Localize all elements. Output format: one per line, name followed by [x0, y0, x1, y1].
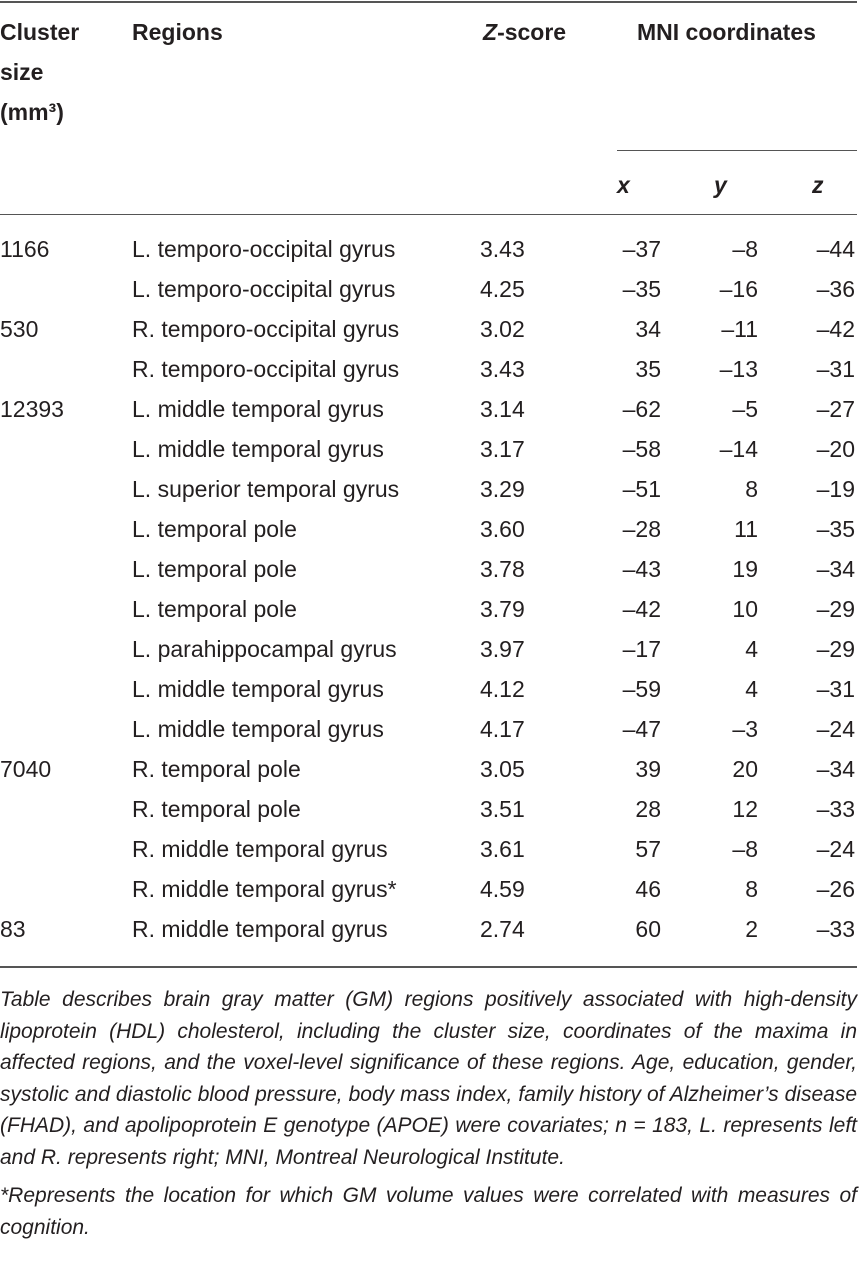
- cell-y: 2: [745, 916, 758, 942]
- cell-z: –19: [816, 476, 855, 502]
- cell-x: 35: [635, 356, 661, 382]
- cell-x: 34: [635, 316, 661, 342]
- table-footnote: Table describes brain gray matter (GM) regions positively associated with high-density lipoprotein (HDL) cholesterol, including the cluster size, coordinates of the maxima in affected regions, and the voxel-level significance of these regions. Age, education, gender, systolic and diastolic blood pressure, body mass index, family history of Alzheimer’s disease (FHAD), and apolipoprotein E genotype (APOE) were covariates; n = 183, L. represents left and R. represents right; MNI, Montreal Neurological Institute.: [0, 988, 857, 1169]
- cell-z: –24: [816, 716, 855, 742]
- cell-region: L. middle temporal gyrus: [132, 396, 384, 422]
- asterisk-footnote: *Represents the location for which GM volume values were correlated with measures of cognition.: [0, 1184, 857, 1239]
- cell-y: –8: [732, 836, 758, 862]
- header-mni-coordinates: MNI coordinates: [637, 19, 816, 45]
- cell-z-score: 4.12: [480, 676, 525, 702]
- cell-z: –34: [816, 556, 855, 582]
- cell-region: L. temporal pole: [132, 556, 297, 582]
- header-zscore: Z-score: [483, 19, 567, 45]
- cell-region: L. middle temporal gyrus: [132, 716, 384, 742]
- cell-region: L. superior temporal gyrus: [132, 476, 400, 502]
- cell-y: 8: [745, 476, 758, 502]
- header-cluster-size: Cluster size (mm³): [0, 19, 80, 125]
- header-x: x: [617, 172, 630, 198]
- cell-z: –42: [816, 316, 855, 342]
- cell-y: –5: [732, 396, 758, 422]
- cell-x: 60: [635, 916, 661, 942]
- cell-z: –29: [816, 636, 855, 662]
- cell-z: –29: [816, 596, 855, 622]
- cell-x: 39: [635, 756, 661, 782]
- cell-z-score: 3.51: [480, 796, 525, 822]
- cell-z: –44: [816, 236, 855, 262]
- cell-z-score: 3.43: [480, 356, 525, 382]
- cell-z: –31: [816, 676, 855, 702]
- cell-region: L. parahippocampal gyrus: [132, 636, 397, 662]
- cell-z-score: 4.59: [480, 876, 525, 902]
- cell-region: R. middle temporal gyrus: [132, 836, 388, 862]
- cell-region: R. temporal pole: [132, 756, 301, 782]
- cell-y: –13: [719, 356, 758, 382]
- cell-region: L. temporal pole: [132, 596, 297, 622]
- cell-z-score: 3.79: [480, 596, 525, 622]
- cell-region: R. middle temporal gyrus*: [132, 876, 397, 902]
- cell-z-score: 3.05: [480, 756, 525, 782]
- header-z: z: [812, 172, 824, 198]
- cell-region: R. temporo-occipital gyrus: [132, 356, 400, 382]
- cell-y: 19: [732, 556, 758, 582]
- cell-y: –14: [719, 436, 758, 462]
- cell-z-score: 4.25: [480, 276, 525, 302]
- header-rule: [0, 214, 857, 215]
- cell-z-score: 3.14: [480, 396, 525, 422]
- cell-x: –28: [622, 516, 661, 542]
- cell-y: –11: [721, 316, 758, 342]
- cell-x: –51: [622, 476, 661, 502]
- cell-cluster-size: 1166: [0, 236, 50, 262]
- mni-subheader-rule: [617, 150, 857, 151]
- cell-y: 8: [745, 876, 758, 902]
- cell-cluster-size: 83: [0, 916, 26, 942]
- cell-z: –35: [816, 516, 855, 542]
- cell-y: 11: [734, 516, 758, 542]
- cell-region: R. middle temporal gyrus: [132, 916, 388, 942]
- cell-z-score: 3.60: [480, 516, 525, 542]
- cell-z: –36: [816, 276, 855, 302]
- cell-y: –16: [719, 276, 758, 302]
- cell-cluster-size: 12393: [0, 396, 64, 422]
- cell-z-score: 2.74: [480, 916, 525, 942]
- cell-x: –37: [622, 236, 661, 262]
- cell-x: –42: [622, 596, 661, 622]
- cell-x: –17: [622, 636, 661, 662]
- cell-z: –24: [816, 836, 855, 862]
- cell-x: –35: [622, 276, 661, 302]
- cell-z-score: 3.61: [480, 836, 525, 862]
- cell-z-score: 3.97: [480, 636, 525, 662]
- cell-z-score: 4.17: [480, 716, 525, 742]
- cell-x: –62: [622, 396, 661, 422]
- cell-y: 10: [732, 596, 758, 622]
- cell-y: 20: [732, 756, 758, 782]
- cell-z: –34: [816, 756, 855, 782]
- cell-z: –33: [816, 916, 855, 942]
- cell-region: L. middle temporal gyrus: [132, 436, 384, 462]
- cell-z-score: 3.02: [480, 316, 525, 342]
- cell-z: –31: [816, 356, 855, 382]
- cell-region: L. temporal pole: [132, 516, 297, 542]
- bottom-rule: [0, 966, 857, 968]
- cell-x: 57: [635, 836, 661, 862]
- cell-z-score: 3.43: [480, 236, 525, 262]
- cell-region: L. temporo-occipital gyrus: [132, 276, 396, 302]
- cell-region: R. temporo-occipital gyrus: [132, 316, 400, 342]
- cell-z-score: 3.29: [480, 476, 525, 502]
- cell-z-score: 3.17: [480, 436, 525, 462]
- cell-z-score: 3.78: [480, 556, 525, 582]
- cell-y: –3: [732, 716, 758, 742]
- header-regions: Regions: [132, 19, 223, 45]
- cell-region: R. temporal pole: [132, 796, 301, 822]
- cell-z: –27: [816, 396, 855, 422]
- cell-y: –8: [732, 236, 758, 262]
- cell-region: L. middle temporal gyrus: [132, 676, 384, 702]
- top-rule: [0, 1, 857, 3]
- cell-x: –58: [622, 436, 661, 462]
- cell-y: 4: [745, 636, 758, 662]
- header-y: y: [714, 172, 727, 198]
- cell-x: 46: [635, 876, 661, 902]
- cell-y: 4: [745, 676, 758, 702]
- cell-z: –20: [816, 436, 855, 462]
- cell-x: 28: [635, 796, 661, 822]
- cell-region: L. temporo-occipital gyrus: [132, 236, 396, 262]
- cell-z: –26: [816, 876, 855, 902]
- cell-cluster-size: 530: [0, 316, 39, 342]
- cell-x: –43: [622, 556, 661, 582]
- cell-x: –47: [622, 716, 661, 742]
- cell-cluster-size: 7040: [0, 756, 52, 782]
- cell-z: –33: [816, 796, 855, 822]
- cell-y: 12: [732, 796, 758, 822]
- cell-x: –59: [622, 676, 661, 702]
